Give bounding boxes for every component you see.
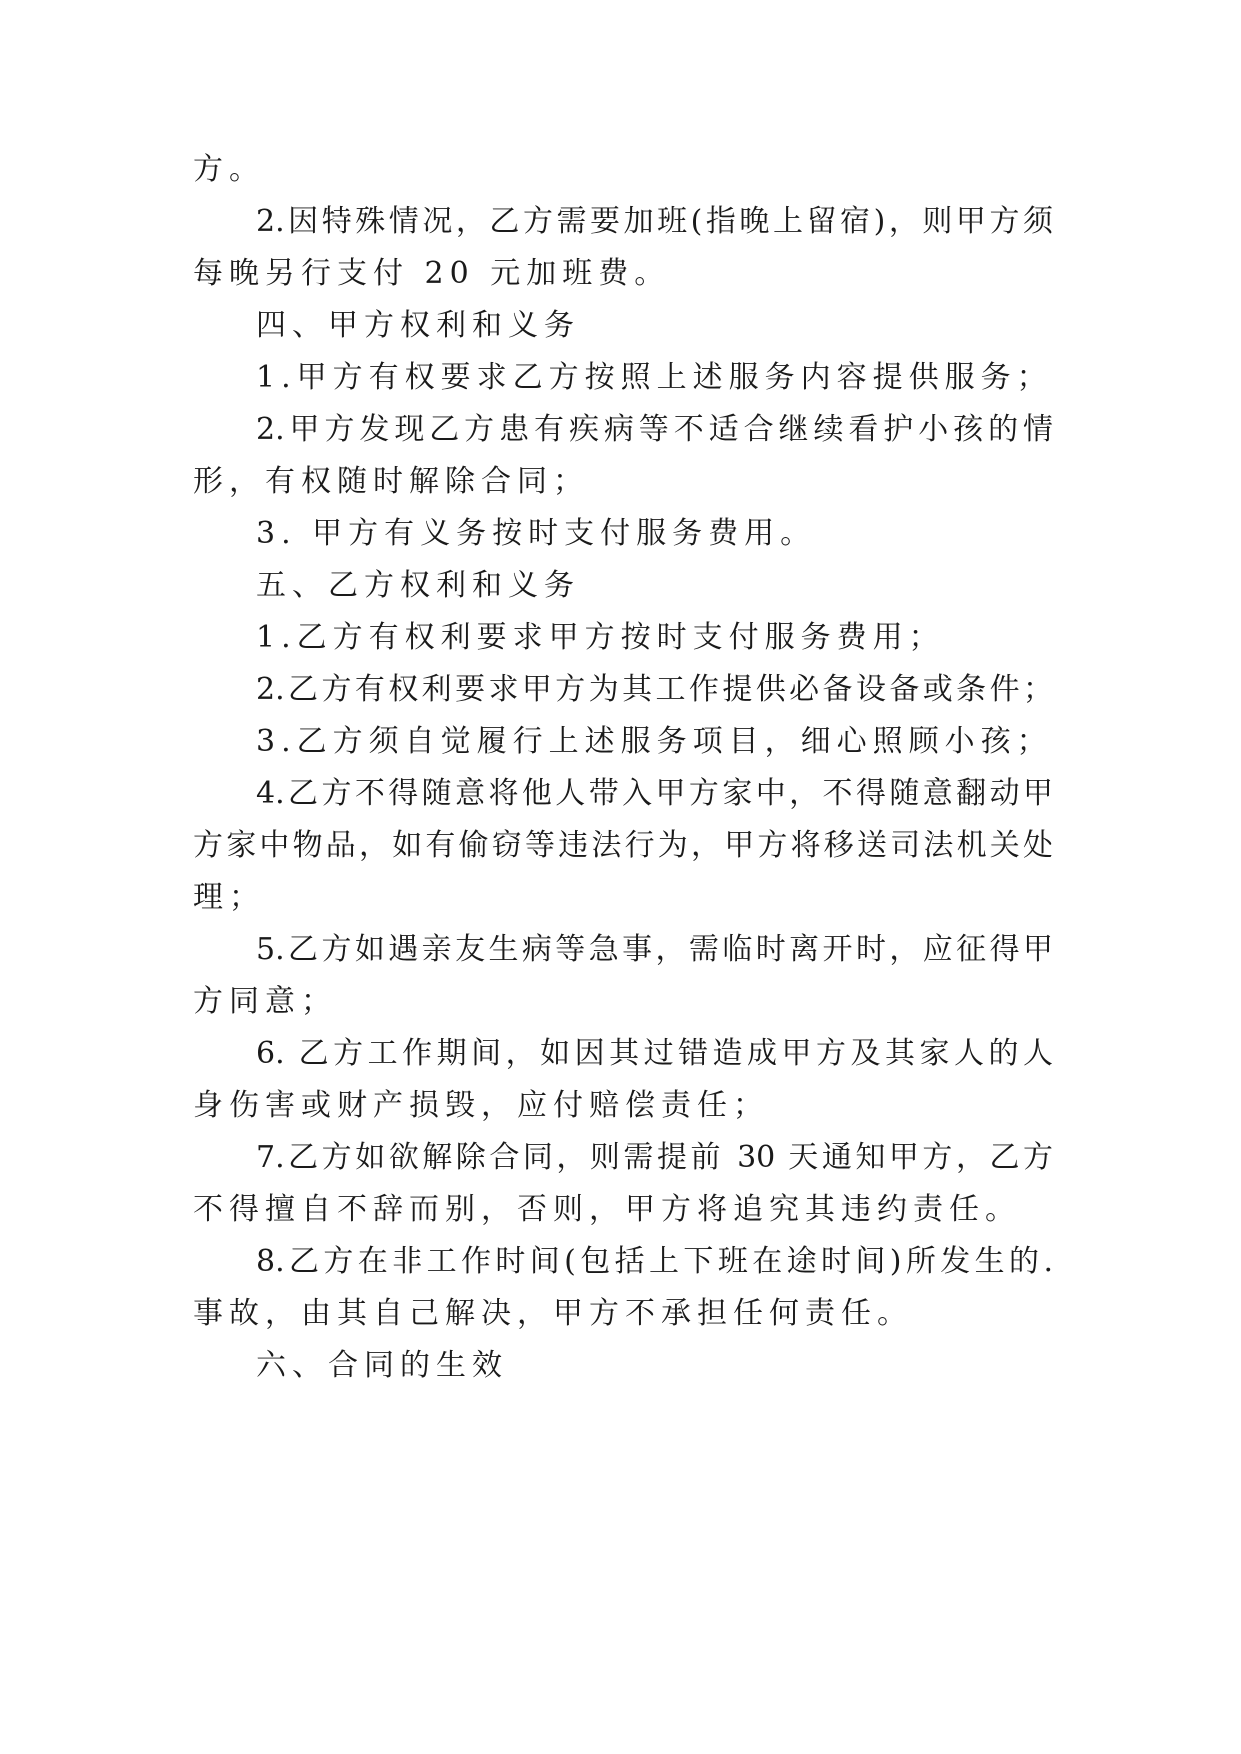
text-line: 2.因特殊情况，乙方需要加班(指晚上留宿)，则甲方须	[256, 204, 1053, 239]
text-line: 方。	[193, 152, 265, 187]
text-line: 6. 乙方工作期间，如因其过错造成甲方及其家人的人	[256, 1036, 1053, 1071]
text-line: 不得擅自不辞而别，否则，甲方将追究其违约责任。	[193, 1192, 1021, 1227]
section-heading: 六、合同的生效	[256, 1348, 508, 1383]
text-line: 1.乙方有权利要求甲方按时支付服务费用；	[256, 620, 945, 655]
text-line: 1.甲方有权要求乙方按照上述服务内容提供服务；	[256, 360, 1053, 395]
text-line: 5.乙方如遇亲友生病等急事，需临时离开时，应征得甲	[256, 932, 1053, 967]
text-line: 3.乙方须自觉履行上述服务项目，细心照顾小孩；	[256, 724, 1053, 759]
text-line: 2.甲方发现乙方患有疾病等不适合继续看护小孩的情	[256, 412, 1053, 447]
text-line: 8.乙方在非工作时间(包括上下班在途时间)所发生的.	[256, 1244, 1053, 1279]
text-line: 方家中物品，如有偷窃等违法行为，甲方将移送司法机关处	[193, 828, 1053, 863]
text-line: 3. 甲方有义务按时支付服务费用。	[256, 516, 817, 551]
text-line: 身伤害或财产损毁，应付赔偿责任；	[193, 1088, 769, 1123]
text-line: 4.乙方不得随意将他人带入甲方家中，不得随意翻动甲	[256, 776, 1053, 811]
text-line: 2.乙方有权利要求甲方为其工作提供必备设备或条件；	[256, 672, 1053, 707]
text-line: 形，有权随时解除合同；	[193, 464, 589, 499]
text-line: 7.乙方如欲解除合同，则需提前 30 天通知甲方，乙方	[256, 1140, 1053, 1175]
section-heading: 五、乙方权利和义务	[256, 568, 580, 603]
text-line: 事故，由其自己解决，甲方不承担任何责任。	[193, 1296, 913, 1331]
text-line: 理；	[193, 880, 265, 915]
section-heading: 四、甲方权利和义务	[256, 308, 580, 343]
text-line: 方同意；	[193, 984, 337, 1019]
text-line: 每晚另行支付 20 元加班费。	[193, 256, 671, 291]
